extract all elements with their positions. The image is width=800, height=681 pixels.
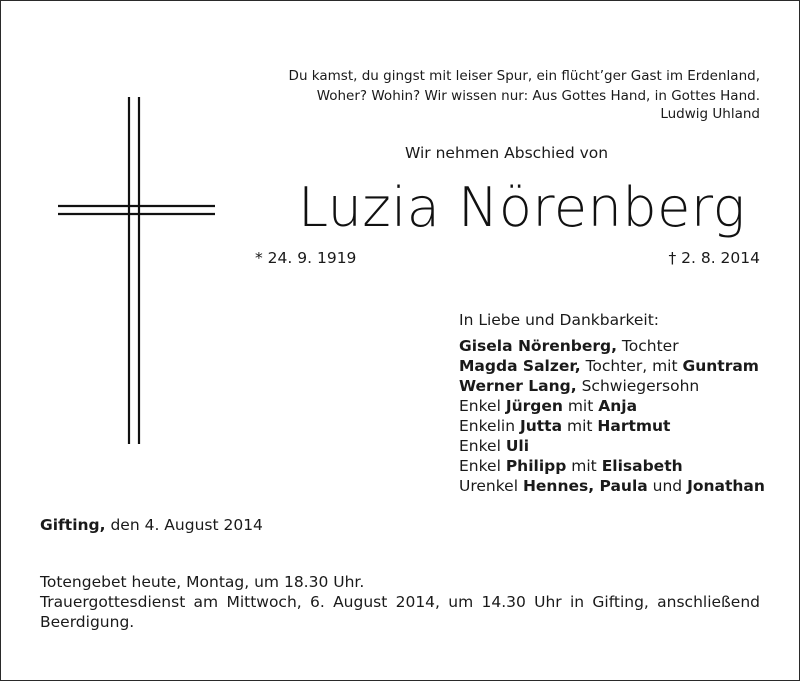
mourner-name: Jonathan bbox=[687, 477, 765, 495]
mourner-relation: und bbox=[647, 477, 688, 495]
poem-line: Woher? Wohin? Wir wissen nur: Aus Gottes Hand, in Gottes Hand. bbox=[316, 88, 760, 104]
poem-line: Du kamst, du gingst mit leiser Spur, ein flücht’ger Gast im Erdenland, bbox=[288, 68, 760, 84]
place-date-line bbox=[40, 516, 263, 534]
service-note: Totengebet heute, Montag, um 18.30 Uhr. bbox=[40, 573, 365, 591]
poem-author: Ludwig Uhland bbox=[660, 106, 760, 122]
notice-date: den 4. August 2014 bbox=[105, 516, 263, 534]
mourner-relation: Tochter, mit bbox=[580, 357, 683, 375]
mourner-name: Werner Lang, bbox=[459, 377, 577, 395]
mourner-name: Jürgen bbox=[505, 397, 563, 415]
mourner-name: Elisabeth bbox=[601, 457, 683, 475]
mourner-name: Magda Salzer, bbox=[459, 357, 581, 375]
mourner-row bbox=[459, 336, 765, 356]
mourner-relation: mit bbox=[562, 417, 598, 435]
mourners-list bbox=[459, 310, 765, 496]
mourner-row bbox=[459, 436, 765, 456]
mourners-heading: In Liebe und Dankbarkeit: bbox=[459, 311, 660, 329]
mourner-name: Hennes, Paula bbox=[522, 477, 648, 495]
mourner-row bbox=[459, 456, 765, 476]
mourner-row bbox=[459, 376, 765, 396]
mourner-name: Anja bbox=[598, 397, 638, 415]
mourner-name: Gisela Nörenberg, bbox=[459, 337, 617, 355]
mourner-name: Hartmut bbox=[597, 417, 671, 435]
poem bbox=[240, 66, 760, 106]
mourner-name: Jutta bbox=[519, 417, 563, 435]
mourner-relation: mit bbox=[566, 457, 602, 475]
mourner-relation: Enkel bbox=[459, 437, 506, 455]
deceased-name: Luzia Nörenberg bbox=[298, 176, 746, 239]
mourner-relation: Enkel bbox=[459, 397, 506, 415]
mourner-row bbox=[459, 476, 765, 496]
cross-icon bbox=[55, 94, 220, 449]
mourner-relation: Enkel bbox=[459, 457, 506, 475]
mourner-row bbox=[459, 396, 765, 416]
birth-date: * 24. 9. 1919 bbox=[255, 249, 357, 267]
place-name: Gifting, bbox=[40, 516, 106, 534]
death-date: † 2. 8. 2014 bbox=[668, 249, 760, 267]
mourner-relation: mit bbox=[562, 397, 599, 415]
mourner-row bbox=[459, 416, 765, 436]
service-note: Trauergottesdienst am Mittwoch, 6. August 2014, um 14.30 Uhr in Gifting, anschließend Beerdigung. bbox=[40, 593, 760, 631]
mourner-name: Uli bbox=[505, 437, 530, 455]
intro-text: Wir nehmen Abschied von bbox=[405, 144, 609, 162]
mourner-name: Guntram bbox=[682, 357, 759, 375]
service-notes bbox=[40, 572, 760, 632]
mourner-row bbox=[459, 356, 765, 376]
mourner-relation: Urenkel bbox=[459, 477, 523, 495]
mourner-relation: Enkelin bbox=[459, 417, 520, 435]
life-dates bbox=[255, 249, 760, 267]
mourner-name: Philipp bbox=[505, 457, 567, 475]
mourner-relation: Schwiegersohn bbox=[576, 377, 700, 395]
mourner-relation: Tochter bbox=[617, 337, 679, 355]
